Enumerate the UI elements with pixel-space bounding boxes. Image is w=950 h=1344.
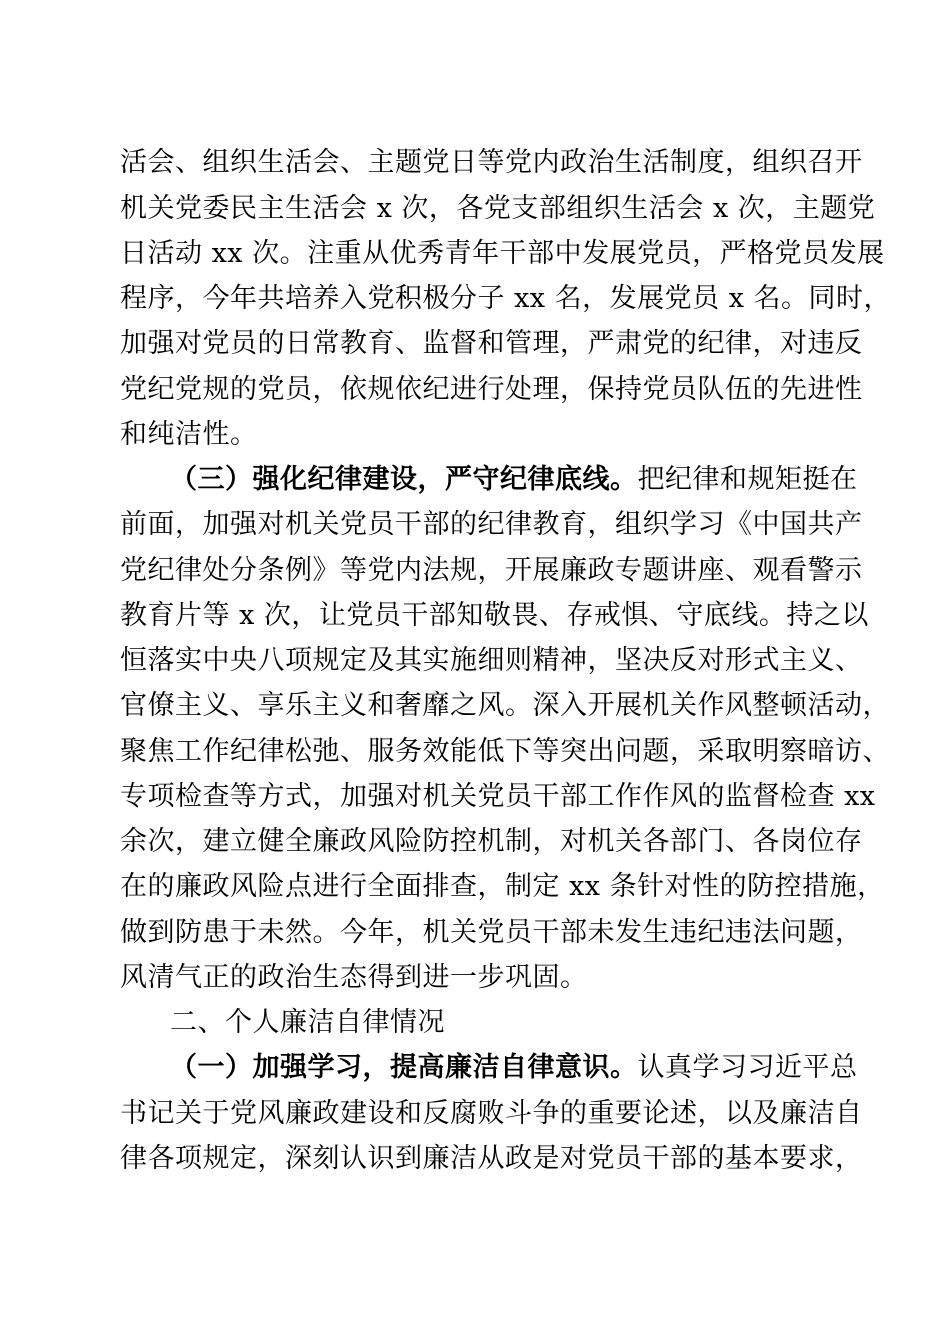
text-line: 党纪党规的党员，依规依纪进行处理，保持党员队伍的先进性 — [120, 374, 863, 405]
text-line: 前面，加强对机关党员干部的纪律教育，组织学习《中国共产 — [120, 509, 863, 540]
section-heading: 二、个人廉洁自律情况 — [170, 1007, 445, 1038]
paragraph-text: 认真学习习近平总 — [637, 1052, 858, 1083]
text-line: 风清气正的政治生态得到进一步巩固。 — [120, 962, 588, 993]
text-line: 恒落实中央八项规定及其实施细则精神，坚决反对形式主义、 — [120, 645, 863, 676]
paragraph-heading-line — [170, 1046, 858, 1090]
text-line: 专项检查等方式，加强对机关党员干部工作作风的监督检查 xx — [120, 781, 876, 812]
text-line: 活会、组织生活会、主题党日等党内政治生活制度，组织召开 — [120, 147, 863, 178]
paragraph-lead: （三）强化纪律建设，严守纪律底线。 — [170, 464, 638, 495]
paragraph-text: 把纪律和规矩挺在 — [637, 464, 858, 495]
text-line: 加强对党员的日常教育、监督和管理，严肃党的纪律，对违反 — [120, 328, 863, 359]
text-line: 做到防患于未然。今年，机关党员干部未发生违纪违法问题， — [120, 917, 863, 948]
text-line: 在的廉政风险点进行全面排查，制定 xx 条针对性的防控措施， — [120, 871, 885, 902]
text-line: 程序，今年共培养入党积极分子 xx 名，发展党员 x 名。同时， — [120, 283, 892, 314]
paragraph-lead: （一）加强学习，提高廉洁自律意识。 — [170, 1052, 638, 1083]
text-line: 和纯洁性。 — [120, 419, 258, 450]
text-line: 日活动 xx 次。注重从优秀青年干部中发展党员，严格党员发展 — [120, 238, 885, 269]
text-line: 余次，建立健全廉政风险防控机制，对机关各部门、各岗位存 — [120, 826, 863, 857]
text-line: 聚焦工作纪律松弛、服务效能低下等突出问题，采取明察暗访、 — [120, 736, 890, 767]
text-line: 教育片等 x 次，让党员干部知敬畏、存戒惧、守底线。持之以 — [120, 600, 869, 631]
paragraph-heading-line — [170, 458, 858, 502]
text-line: 律各项规定，深刻认识到廉洁从政是对党员干部的基本要求， — [120, 1143, 863, 1174]
text-line: 党纪律处分条例》等党内法规，开展廉政专题讲座、观看警示 — [120, 555, 863, 586]
text-line: 书记关于党风廉政建设和反腐败斗争的重要论述，以及廉洁自 — [120, 1098, 863, 1129]
text-line: 官僚主义、享乐主义和奢靡之风。深入开展机关作风整顿活动， — [120, 690, 890, 721]
text-line: 机关党委民主生活会 x 次，各党支部组织生活会 x 次，主题党 — [120, 193, 876, 224]
